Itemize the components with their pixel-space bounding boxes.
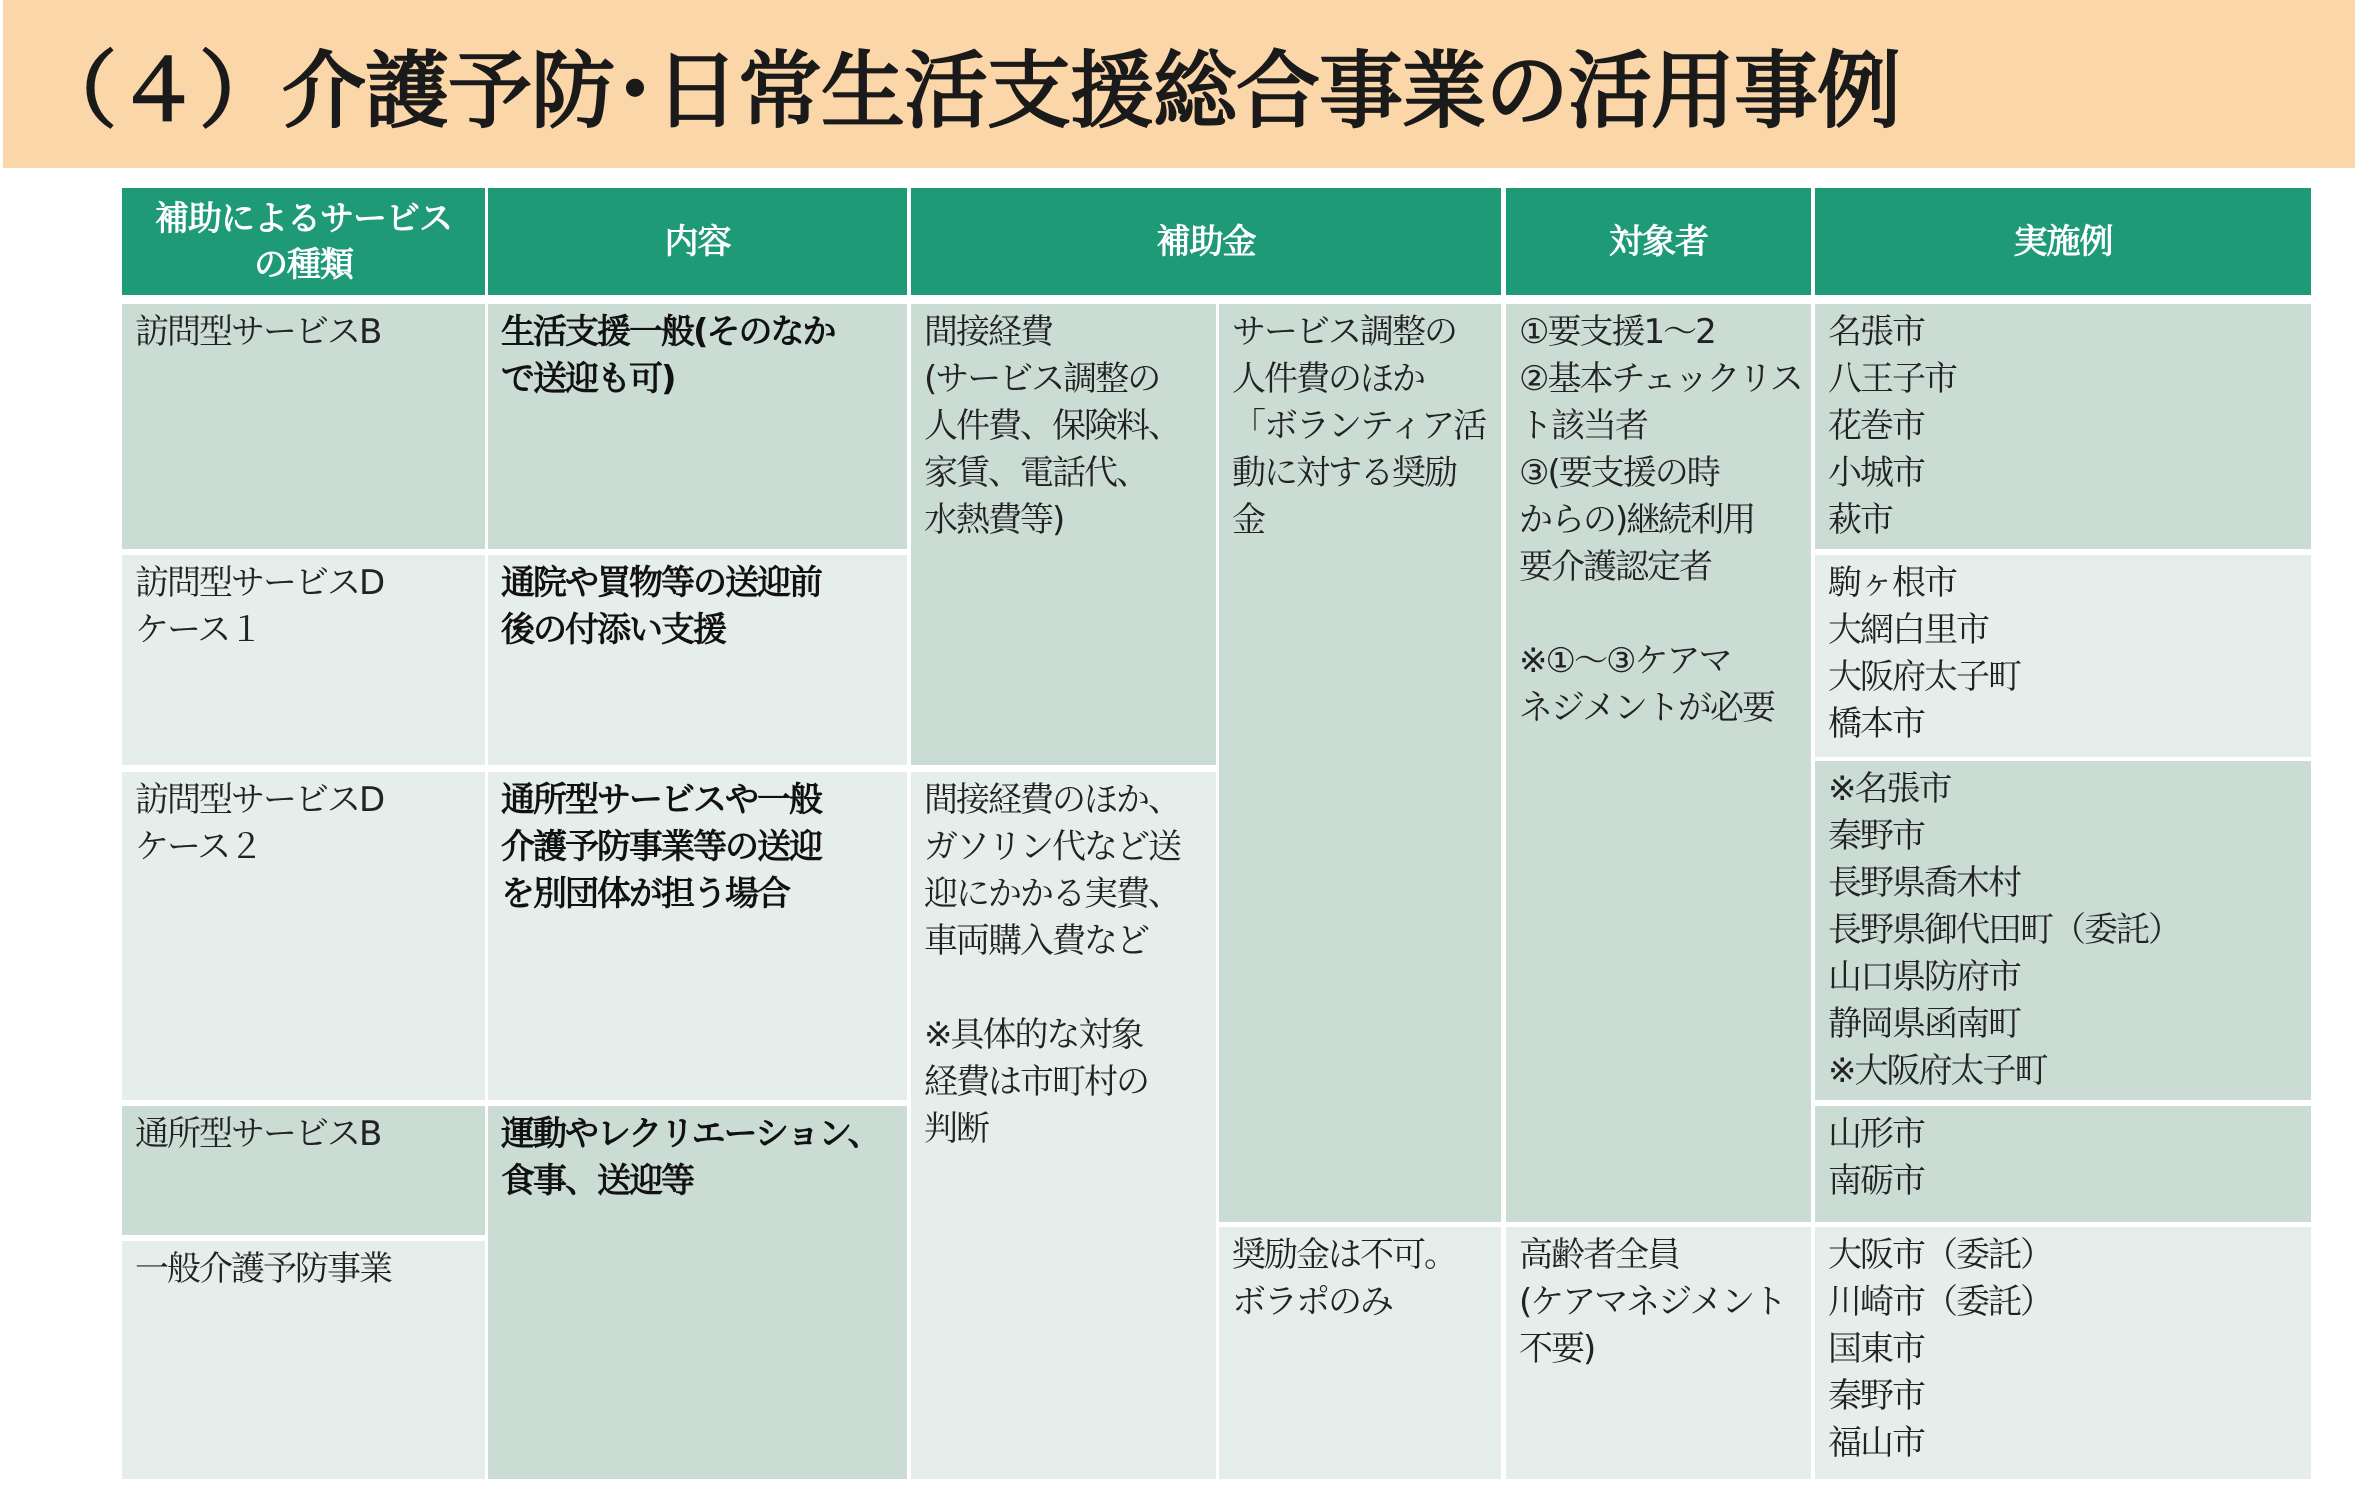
cell-service-type-5: 一般介護予防事業 <box>122 1241 485 1479</box>
cell-examples-5: 大阪市（委託） 川崎市（委託） 国東市 秦野市 福山市 <box>1815 1227 2311 1479</box>
cell-content-2: 通院や買物等の送迎前 後の付添い支援 <box>488 555 907 765</box>
cell-examples-1: 名張市 八王子市 花巻市 小城市 萩市 <box>1815 304 2311 549</box>
header-subsidy-label: 補助金 <box>1156 221 1256 262</box>
cell-content-3: 通所型サービスや一般 介護予防事業等の送迎 を別団体が担う場合 <box>488 772 907 1100</box>
header-service-type <box>122 188 485 295</box>
cell-target-1: ①要支援1～2 ②基本チェックリス ト該当者 ③(要支援の時 からの)継続利用 要介護認定者 ※①～③ケアマ ネジメントが必要 <box>1506 304 1811 1222</box>
title-bar <box>3 0 2355 168</box>
cell-target-2: 高齢者全員 (ケアマネジメント 不要) <box>1506 1227 1811 1479</box>
cell-subsidy-costs-1: 間接経費 (サービス調整の 人件費、保険料、 家賃、電話代、 水熱費等) <box>911 304 1216 765</box>
header-content <box>488 188 907 295</box>
cell-content-1: 生活支援一般(そのなか で送迎も可) <box>488 304 907 549</box>
cell-content-4: 運動やレクリエーション、 食事、送迎等 <box>488 1106 907 1479</box>
header-target-label: 対象者 <box>1609 221 1708 262</box>
header-examples-label: 実施例 <box>2013 221 2113 262</box>
cell-service-type-2: 訪問型サービスD ケース１ <box>122 555 485 765</box>
cell-service-type-4: 通所型サービスB <box>122 1106 485 1235</box>
cell-subsidy-costs-2: 間接経費のほか、 ガソリン代など送 迎にかかる実費、 車両購入費など ※具体的な対象 経費は市町村の 判断 <box>911 772 1216 1479</box>
cell-subsidy-incentive-2: 奨励金は不可。 ボラポのみ <box>1219 1227 1501 1479</box>
header-examples <box>1815 188 2311 295</box>
cell-examples-3: ※名張市 秦野市 長野県喬木村 長野県御代田町（委託） 山口県防府市 静岡県函南町 ※大阪府太子町 <box>1815 761 2311 1100</box>
page-title: （４）介護予防･日常生活支援総合事業の活用事例 <box>33 41 1901 140</box>
cell-examples-2: 駒ヶ根市 大網白里市 大阪府太子町 橋本市 <box>1815 555 2311 757</box>
header-service-type-label: 補助によるサービス の種類 <box>155 198 452 285</box>
cell-service-type-1: 訪問型サービスB <box>122 304 485 549</box>
cell-subsidy-incentive-1: サービス調整の 人件費のほか 「ボランティア活 動に対する奨励 金 <box>1219 304 1501 1222</box>
cell-service-type-3: 訪問型サービスD ケース２ <box>122 772 485 1100</box>
cell-examples-4: 山形市 南砺市 <box>1815 1106 2311 1222</box>
header-content-label: 内容 <box>664 221 731 262</box>
header-target <box>1506 188 1811 295</box>
header-subsidy <box>911 188 1501 295</box>
